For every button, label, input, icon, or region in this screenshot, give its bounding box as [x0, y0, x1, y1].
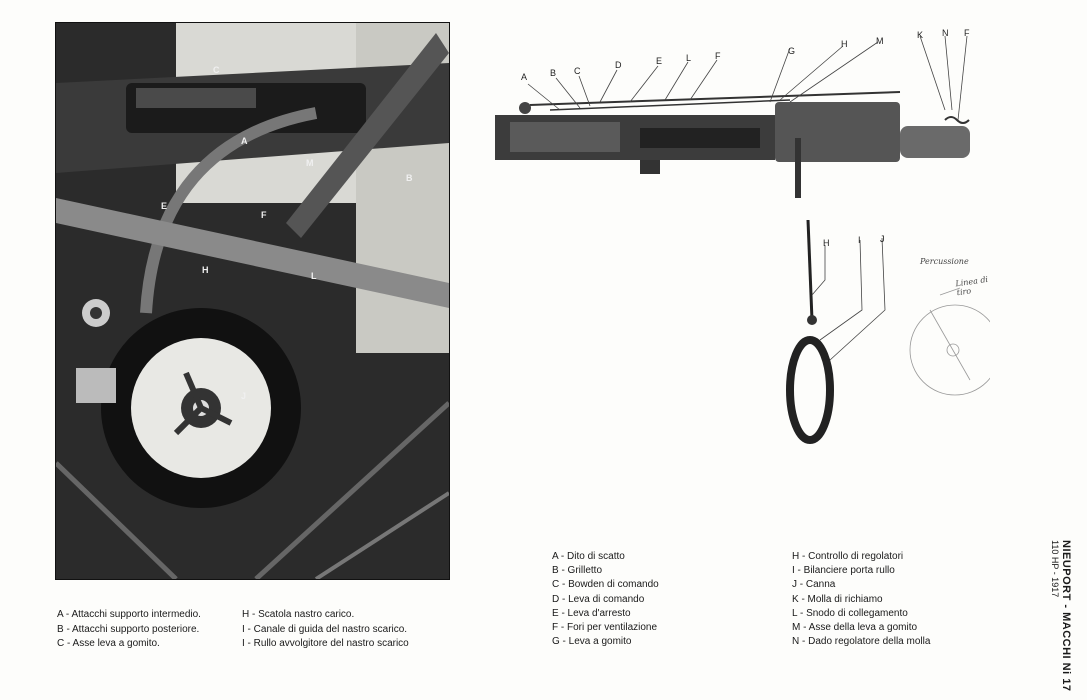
legend-item: C - Asse leva a gomito. — [57, 638, 160, 649]
photo-label-h: H — [202, 265, 209, 275]
handwritten-linea-di-tiro: Linea di tiro — [954, 274, 989, 298]
legend-item: M - Asse della leva a gomito — [792, 622, 918, 634]
diagram-label-k: K — [917, 30, 924, 40]
legend-item: A - Attacchi supporto intermedio. — [57, 609, 201, 620]
legend-item: B - Grilletto — [552, 565, 603, 577]
machine-gun-photo — [55, 22, 450, 580]
aircraft-title: NIEUPORT - MACCHI Ni 17 — [1060, 540, 1072, 692]
diagram-label-m: M — [876, 36, 884, 46]
legend-item: G - Leva a gomito — [552, 636, 632, 648]
legend-item: F - Fori per ventilazione — [552, 622, 658, 634]
legend-item: N - Dado regolatore della molla — [792, 636, 931, 648]
diagram-label-d: D — [615, 60, 622, 70]
diagram-label-n: N — [942, 28, 949, 38]
photo-legend-col-1 — [57, 608, 201, 652]
legend-item: I - Canale di guida del nastro scarico. — [242, 623, 408, 635]
photo-label-f: F — [261, 210, 267, 220]
legend-item: J - Canna — [792, 579, 836, 591]
diagram-label-f-top: F — [715, 51, 721, 61]
diagram-label-g: G — [788, 46, 796, 56]
legend-item: L - Snodo di collegamento — [792, 607, 908, 619]
photo-label-e: E — [161, 201, 168, 211]
gun-diagram — [490, 20, 990, 450]
diagram-label-a: A — [521, 72, 528, 82]
legend-item: D - Leva di comando — [552, 593, 645, 605]
diagram-label-j: J — [880, 234, 885, 244]
diagram-label-c: C — [574, 66, 581, 76]
photo-label-l: L — [311, 271, 317, 281]
photo-legend-col-2 — [242, 608, 409, 652]
photo-label-a: A — [241, 136, 248, 146]
photo-illustration — [56, 23, 449, 579]
legend-item: B - Attacchi supporto posteriore. — [57, 623, 200, 635]
legend-item: E - Leva d'arresto — [552, 607, 631, 619]
photo-label-b: B — [406, 173, 413, 183]
diagram-label-i: I — [858, 235, 861, 245]
diagram-label-l: L — [686, 53, 692, 63]
diagram-label-h-top: H — [841, 39, 848, 49]
legend-item: I - Bilanciere porta rullo — [792, 565, 895, 577]
handwritten-percussione: Percussione — [920, 257, 969, 266]
legend-item: A - Dito di scatto — [552, 551, 625, 562]
legend-item: K - Molla di richiamo — [792, 593, 883, 605]
legend-item: C - Bowden di comando — [552, 579, 659, 591]
legend-item: I - Rullo avvolgitore del nastro scarico — [242, 638, 409, 649]
photo-label-m: M — [306, 158, 314, 168]
photo-label-j: J — [241, 391, 247, 401]
photo-label-c: C — [213, 65, 220, 75]
diagram-label-h-lower: H — [823, 238, 830, 248]
legend-item: H - Scatola nastro carico. — [242, 609, 355, 620]
gun-legend-col-2 — [792, 550, 930, 649]
gun-legend-col-1 — [552, 550, 659, 649]
legend-item: H - Controllo di regolatori — [792, 551, 904, 562]
diagram-label-f-right: F — [964, 28, 970, 38]
diagram-label-b: B — [550, 68, 557, 78]
aircraft-subtitle: 110 HP - 1917 — [1050, 540, 1060, 598]
diagram-label-e: E — [656, 56, 663, 66]
gun-drawing — [490, 20, 990, 450]
side-title — [1050, 540, 1076, 692]
